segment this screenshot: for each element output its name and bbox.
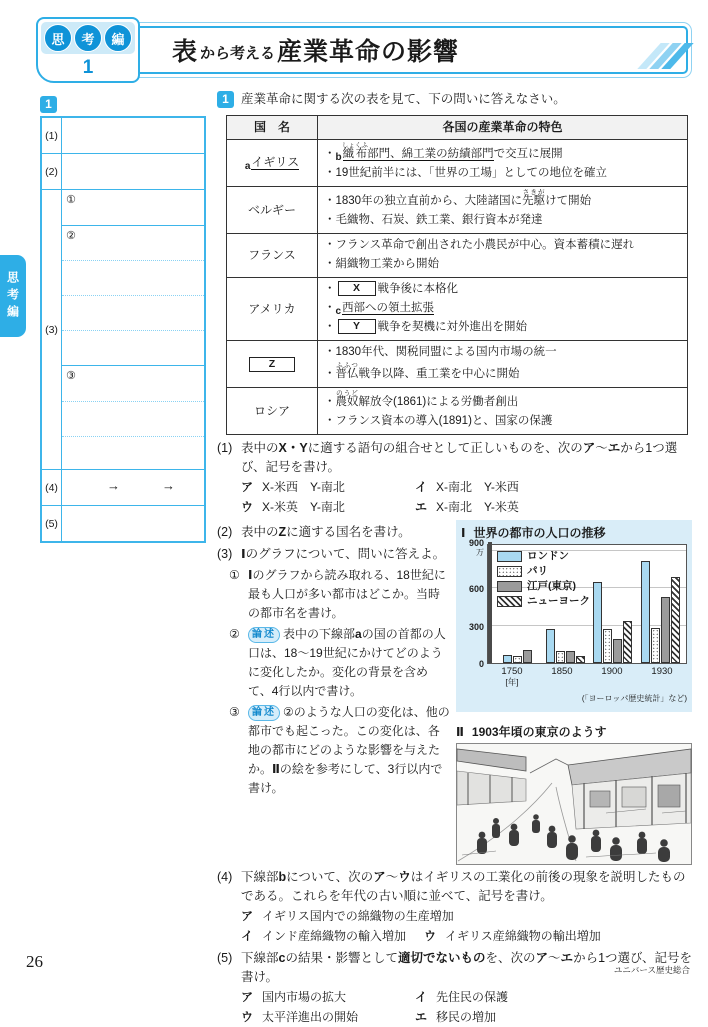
option-エ: エ 移民の増加 (415, 1010, 497, 1024)
option-ア: ア イギリス国内での綿織物の生産増加 (241, 909, 454, 923)
title-corner-decoration (649, 43, 682, 69)
bar-ロンドン-1900 (593, 582, 602, 663)
option-イ: イ 先住民の保護 (415, 990, 509, 1004)
bar-group-1900 (589, 545, 637, 663)
answer-blank-1 (62, 118, 204, 153)
option-エ: エ X-南北 Y-米英 (415, 500, 519, 514)
question-3: (3) Ⅰのグラフについて、問いに答えよ。 (217, 547, 446, 561)
question-1-options (217, 478, 692, 517)
features-cell: ・1830年代、関税同盟による国内市場の統一 ・普仏ふふつ戦争以降、重工業を中心に開始 (318, 341, 688, 388)
chart-yticks: 0 300 600 900 万 (468, 538, 484, 669)
answer-panel (40, 95, 206, 543)
chapter-badge (36, 17, 140, 83)
bar-パリ-1930 (651, 628, 660, 663)
legend-entry: ロンドン (497, 549, 590, 564)
badge-circle: 思 (44, 24, 72, 52)
option-ウ: ウ イギリス産綿織物の輸出増加 (424, 929, 601, 943)
question-2: (2) 表中のZに適する国名を書け。 (217, 525, 411, 539)
page-title-part2: から考える (200, 44, 276, 62)
question-4-text: 下線部bについて、次のア～ウはイギリスの工業化の前後の現象を説明したものである。これらを年代の古い順に並べて、記号を書け。 (241, 870, 686, 903)
features-cell: ・ X 戦争後に本格化 ・c西部への領土拡張 ・ Y 戦争を契機に対外進出を開始 (318, 278, 688, 341)
country-cell: ベルギー (227, 187, 318, 234)
answer-panel-badge: 1 (40, 96, 57, 113)
features-cell: ・フランス革命で創出された小農民が中心。資本蓄積に遅れ ・絹織物工業から開始 (318, 234, 688, 278)
table-row (227, 234, 688, 278)
country-cell: ロシア (227, 388, 318, 435)
country-table (226, 115, 688, 435)
badge-circle: 編 (104, 24, 132, 52)
answer-grid (40, 116, 206, 543)
chapter-badge-characters (41, 22, 135, 54)
answer-row-2: (2) (42, 153, 204, 189)
chapter-number: 1 (82, 57, 94, 78)
page-title-part1: 表 (172, 38, 199, 66)
page-title-part3: 産業革命の影響 (277, 38, 460, 66)
question-5-options (217, 988, 692, 1027)
bar-ニューヨーク-1850 (576, 656, 585, 663)
problem-intro (217, 90, 692, 109)
answer-row-5: (5) (42, 505, 204, 541)
subquestion-③: ③ 論述 ②のような人口の変化は、他の都市でも起こった。この変化は、各地の都市にどのような影響を与えたか。Ⅱの絵を参考にして、3行以内で書け。 (229, 705, 450, 795)
country-cell: フランス (227, 234, 318, 278)
answer-blank-2 (62, 154, 204, 189)
title-bar (118, 26, 688, 74)
sequence-arrow: → (162, 478, 175, 493)
bar-パリ-1900 (603, 629, 612, 663)
answer-row-4: (4) → → (42, 469, 204, 505)
subquestion-①: ① Ⅰのグラフから読み取れる、18世紀に最も人口が多い都市はどこか。当時の都市名を書け。 (229, 568, 446, 620)
problem-intro-text: 産業革命に関する次の表を見て、下の問いに答えなさい。 (241, 92, 566, 106)
bar-ニューヨーク-1900 (623, 621, 632, 663)
chart-xlabels (487, 664, 687, 688)
subquestion-②: ② 論述 表中の下線部aの国の首都の人口は、18～19世紀にかけてどのように変化したか。変化の背景を含めて、4行以内で書け。 (229, 627, 446, 698)
table-row (227, 140, 688, 187)
table-row (227, 388, 688, 435)
option-ウ: ウ 太平洋進出の開始 (241, 1010, 359, 1024)
question-5: (5) 下線部cの結果・影響として適切でないものを、次のア～エから1つ選び、記号を書け。 (217, 951, 693, 984)
figure-2-caption: Ⅱ 1903年頃の東京のようす (456, 725, 607, 739)
essay-badge: 論述 (248, 705, 280, 721)
legend-entry: パリ (497, 564, 590, 579)
option-ウ: ウ X-米英 Y-南北 (241, 500, 345, 514)
bar-ロンドン-1850 (546, 629, 555, 663)
chart-plot-area (487, 544, 687, 664)
y-axis-bar (488, 542, 492, 663)
question-5-text: 下線部cの結果・影響として適切でないものを、次のア～エから1つ選び、記号を書け。 (241, 951, 693, 984)
question-1: (1) 表中のX・Yに適する語句の組合せとして正しいものを、次のア～エから1つ選び、記号を書け。 (217, 441, 678, 474)
bar-江戸(東京)-1850 (566, 651, 575, 663)
problem-number-badge: 1 (217, 91, 234, 108)
tokyo-1903-illustration (456, 743, 692, 865)
features-cell: ・農奴のうど解放令(1861)による労働者創出 ・フランス資本の導入(1891)と、国家の保護 (318, 388, 688, 435)
legend-swatch-ニューヨーク (497, 596, 522, 607)
x-tick-1930: 1930 (651, 666, 673, 677)
bar-江戸(東京)-1930 (661, 597, 670, 663)
figure-2 (456, 724, 692, 865)
figures-column (456, 520, 692, 865)
footer-page-number: 26 (26, 952, 43, 971)
q3-subquestions (217, 566, 450, 798)
bar-パリ-1850 (556, 651, 565, 663)
main-content (217, 90, 692, 1027)
bar-ニューヨーク-1930 (671, 577, 680, 663)
table-row (227, 278, 688, 341)
x-tick-1900: 1900 (601, 666, 623, 677)
features-cell: ・1830年の独立直前から、大陸諸国に先駆さきがけて開始 ・毛織物、石炭、鉄工業、銀行資本が発達 (318, 187, 688, 234)
features-cell: ・b織布しょくふ部門、綿工業の紡績部門で交互に展開 ・19世紀前半には、「世界の工場」としての地位を確立 (318, 140, 688, 187)
legend-swatch-パリ (497, 566, 522, 577)
x-tick-1750: 1750 [年] (501, 666, 523, 687)
bar-ロンドン-1750 (503, 655, 512, 663)
chart-title: Ⅰ 世界の都市の人口の推移 (461, 526, 606, 540)
option-ア: ア X-米西 Y-南北 (241, 480, 345, 494)
country-cell: アメリカ (227, 278, 318, 341)
bar-パリ-1750 (513, 656, 522, 663)
question-4-options (217, 907, 692, 946)
bar-ロンドン-1930 (641, 561, 650, 663)
country-cell: Z (227, 341, 318, 388)
badge-circle: 考 (74, 24, 102, 52)
option-イ: イ X-南北 Y-米西 (415, 480, 519, 494)
table-row (227, 187, 688, 234)
answer-blank-4 (62, 470, 204, 505)
sequence-arrow: → (107, 478, 120, 493)
legend-swatch-江戸(東京) (497, 581, 522, 592)
answer-row-3: (3) ① ② ③ (42, 189, 204, 469)
questions-left-column (217, 520, 450, 798)
bar-江戸(東京)-1900 (613, 639, 622, 663)
figure-1-chart (456, 520, 692, 712)
table-header-country: 国 名 (227, 116, 318, 140)
chart-source: (「ヨーロッパ歴史統計」など) (581, 694, 687, 703)
question-3-text: Ⅰのグラフについて、問いに答えよ。 (241, 547, 446, 561)
bar-group-1930 (637, 545, 685, 663)
legend-swatch-ロンドン (497, 551, 522, 562)
question-1-text: 表中のX・Yに適する語句の組合せとして正しいものを、次のア～エから1つ選び、記号を書け。 (241, 441, 678, 474)
table-row (227, 341, 688, 388)
answer-blank-5 (62, 506, 204, 541)
question-4: (4) 下線部bについて、次のア～ウはイギリスの工業化の前後の現象を説明したものである。これらを年代の古い順に並べて、記号を書け。 (217, 870, 686, 903)
answer-row-1: (1) (42, 118, 204, 153)
answer-blank-3-2: ② (62, 226, 204, 366)
country-cell: $_a$イギリス (227, 140, 318, 187)
answer-blank-3-1: ① (62, 190, 204, 226)
question-2-text: 表中のZに適する国名を書け。 (241, 525, 411, 539)
option-イ: イ インド産綿織物の輸入増加 (241, 929, 407, 943)
bar-江戸(東京)-1750 (523, 650, 532, 663)
side-tab-shikouhen: 思考編 (0, 255, 26, 337)
table-header-features: 各国の産業革命の特色 (318, 116, 688, 140)
x-tick-1850: 1850 (551, 666, 573, 677)
essay-badge: 論述 (248, 627, 280, 643)
country-table-body (227, 140, 688, 435)
answer-blank-3-3: ③ (62, 366, 204, 470)
chart-legend (497, 549, 590, 609)
legend-entry: 江戸(東京) (497, 579, 590, 594)
option-ア: ア 国内市場の拡大 (241, 990, 347, 1004)
legend-entry: ニューヨーク (497, 594, 590, 609)
footer-publisher: ユニバース歴史総合 (613, 965, 690, 975)
